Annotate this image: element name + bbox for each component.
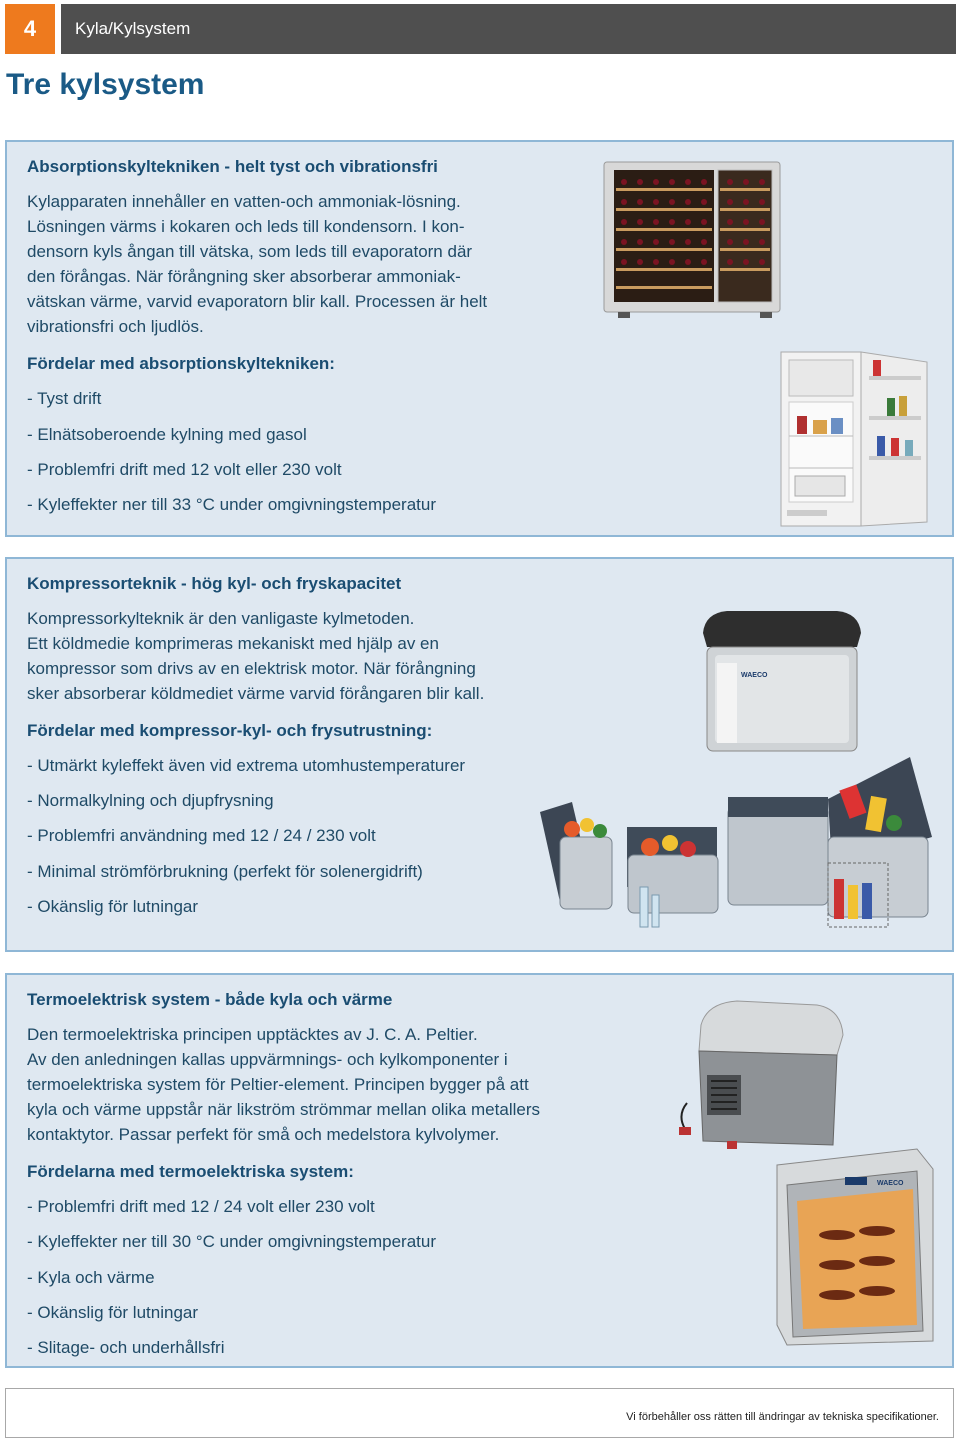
compressor-body-line: Ett köldmedie komprimeras mekaniskt med hjälp av en (27, 634, 439, 653)
absorption-benefits-heading: Fördelar med absorptionskyltekniken: (27, 354, 335, 373)
thermoelectric-body-line: Av den anledningen kallas uppvärmnings- och kylkomponenter i (27, 1050, 508, 1069)
absorption-body-line: densorn kyls ångan till vätska, som leds till evaporatorn där (27, 242, 473, 261)
compressor-panel (5, 557, 954, 952)
benefit-item: - Kyleffekter ner till 30 °C under omgivningstemperatur (27, 1232, 437, 1251)
absorption-panel (5, 140, 954, 537)
benefit-item: - Tyst drift (27, 389, 102, 408)
brand-label: WAECO (877, 1180, 904, 1187)
benefit-item: - Okänslig för lutningar (27, 1303, 199, 1322)
absorption-body-line: vibrationsfri och ljudlös. (27, 317, 204, 336)
thermoelectric-body-line: kyla och värme uppstår när likström strömmar mellan olika metallers (27, 1100, 540, 1119)
section-label: Kyla/Kylsystem (61, 4, 956, 54)
benefit-item: - Problemfri drift med 12 volt eller 230 volt (27, 460, 342, 479)
compressor-heading: Kompressorteknik - hög kyl- och fryskapacitet (27, 574, 402, 593)
brand-label: WAECO (741, 672, 768, 679)
absorption-body-line: Kylapparaten innehåller en vatten-och ammoniak-lösning. (27, 192, 461, 211)
coolboxes-with-food-image (532, 737, 942, 942)
thermoelectric-body-line: kontaktytor. Passar perfekt för små och medelstora kylvolymer. (27, 1125, 500, 1144)
benefit-item: - Minimal strömförbrukning (perfekt för solenergidrift) (27, 862, 423, 881)
absorption-body-line: vätskan värme, varvid evaporatorn blir kall. Processen är helt (27, 292, 488, 311)
thermoelectric-body-line: termoelektriska system för Peltier-element. Principen bygger på att (27, 1075, 529, 1094)
benefit-item: - Problemfri drift med 12 / 24 volt eller 230 volt (27, 1197, 375, 1216)
benefit-item: - Normalkylning och djupfrysning (27, 791, 274, 810)
absorption-body-line: den förångas. När förångning sker absorberar ammoniak- (27, 267, 461, 286)
thermoelectric-benefits-heading: Fördelarna med termoelektriska system: (27, 1162, 354, 1181)
wine-cooler-image (600, 158, 790, 338)
compressor-benefits-heading: Fördelar med kompressor-kyl- och frysutrustning: (27, 721, 433, 740)
compressor-coolbox-image (697, 607, 867, 757)
footer (5, 1388, 954, 1438)
compressor-body-line: Kompressorkylteknik är den vanligaste kylmetoden. (27, 609, 415, 628)
absorption-body-line: Lösningen värms i kokaren och leds till kondensorn. I kon- (27, 217, 465, 236)
benefit-item: - Kyleffekter ner till 33 °C under omgivningstemperatur (27, 495, 437, 514)
footer-note: Vi förbehåller oss rätten till ändringar av tekniska specifikationer. (626, 1411, 939, 1423)
benefit-item: - Slitage- och underhållsfri (27, 1338, 225, 1357)
thermoelectric-body-line: Den termoelektriska principen upptäcktes av J. C. A. Peltier. (27, 1025, 478, 1044)
benefit-item: - Kyla och värme (27, 1268, 155, 1287)
absorption-fridge-image (777, 346, 937, 531)
page-header (0, 4, 956, 54)
absorption-heading: Absorptionskyltekniken - helt tyst och vibrationsfri (27, 157, 438, 176)
benefit-item: - Problemfri användning med 12 / 24 / 230 volt (27, 826, 376, 845)
benefit-item: - Utmärkt kyleffekt även vid extrema utomhustemperaturer (27, 756, 466, 775)
compressor-body-line: sker absorberar köldmediet värme varvid förångaren blir kall. (27, 684, 485, 703)
compressor-body-line: kompressor som drivs av en elektrisk motor. När förångning (27, 659, 476, 678)
thermoelectric-coolbox-image (677, 995, 857, 1155)
thermoelectric-heading: Termoelektrisk system - både kyla och värme (27, 990, 393, 1009)
benefit-item: - Elnätsoberoende kylning med gasol (27, 425, 307, 444)
page-title: Tre kylsystem (6, 68, 205, 101)
thermoelectric-panel (5, 973, 954, 1368)
page-number: 4 (5, 4, 55, 54)
benefit-item: - Okänslig för lutningar (27, 897, 199, 916)
thermoelectric-cabinet-image (767, 1145, 937, 1350)
